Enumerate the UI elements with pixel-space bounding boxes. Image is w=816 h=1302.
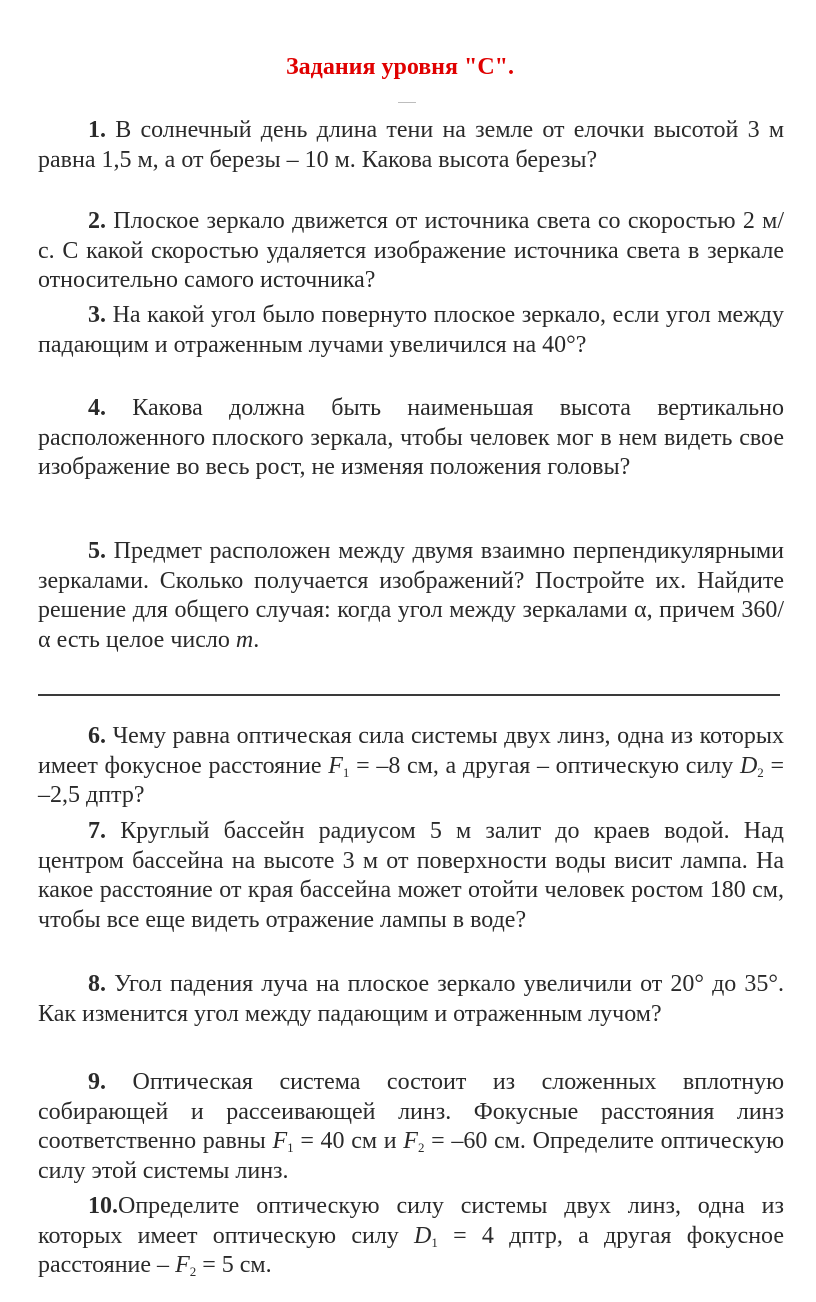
problem-5 (38, 537, 784, 655)
problem-text: Определите оптическую силу системы двух линз, одна из которых имеет оптическую силу (38, 1193, 784, 1249)
problem-4 (38, 394, 784, 483)
variable-f: F (403, 1128, 418, 1154)
problem-text: Круглый бассейн радиусом 5 м залит до краев водой. Над центром бассейна на высоте 3 м от поверхности воды висит лампа. На какое расстояние от края бассейна может отойти человек ростом 180 см, чтобы все еще видеть отражение лампы в воде? (38, 818, 785, 933)
problem-text: = 5 см. (196, 1252, 272, 1278)
problem-6 (38, 722, 784, 811)
section-divider (38, 694, 780, 696)
problem-number: 2. (88, 208, 106, 234)
problem-text: На какой угол было повернуто плоское зеркало, если угол между падающим и отраженным лучами увеличился на 40°? (38, 302, 784, 358)
problem-number: 6. (88, 723, 106, 749)
problem-number: 1. (88, 117, 106, 143)
problem-text: В солнечный день длина тени на земле от елочки высотой 3 м равна 1,5 м, а от березы – 10 м. Какова высота березы? (38, 117, 785, 173)
problem-text: Оптическая система состоит из сложенных вплотную собирающей и рассеивающей линз. Фокусные расстояния линз соответственно равны (38, 1069, 784, 1154)
variable-f: F (272, 1128, 288, 1154)
problem-text: = 40 см и (293, 1128, 404, 1154)
problem-8 (38, 970, 784, 1029)
variable-m: m (235, 626, 254, 653)
problem-10 (38, 1192, 784, 1281)
subscript: 1 (287, 1140, 294, 1155)
problem-number: 7. (88, 818, 106, 844)
problem-number: 9. (88, 1069, 106, 1095)
subscript: 2 (189, 1264, 197, 1279)
problem-7 (38, 817, 784, 935)
variable-d: D (414, 1222, 432, 1249)
problem-3 (38, 301, 784, 360)
problem-text: Плоское зеркало движется от источника света со скоростью 2 м/с. С какой скоростью удаляется изображение источника света в зеркале относительно самого источника? (38, 208, 785, 293)
problem-number: 4. (88, 395, 106, 421)
problem-text: = 4 дптр, а другая фокусное расстояние – (38, 1222, 784, 1278)
variable-f: F (328, 752, 343, 779)
decorative-dash (398, 102, 416, 103)
problem-text: Чему равна оптическая сила системы двух линз, одна из которых имеет фокусное расстояние (38, 723, 784, 779)
problem-text: Угол падения луча на плоское зеркало увеличили от 20° до 35°. Как изменится угол между падающим и отраженным лучом? (38, 971, 785, 1027)
problem-number: 3. (88, 302, 106, 328)
variable-f: F (175, 1252, 190, 1278)
problem-text-end: . (253, 626, 260, 653)
problem-1 (38, 116, 784, 175)
problem-text: = –60 см. Определите оптическую силу этой системы линз. (38, 1128, 784, 1184)
problem-9 (38, 1068, 784, 1186)
subscript: 1 (431, 1234, 438, 1250)
subscript: 2 (417, 1140, 425, 1155)
problem-number: 5. (88, 538, 106, 564)
problem-text: Предмет расположен между двумя взаимно перпендикулярными зеркалами. Сколько получается изображений? Постройте их. Найдите решение для общего случая: когда угол между зеркалами α, причем 360/α есть целое число (38, 538, 784, 653)
page-title: Задания уровня "С". (286, 54, 514, 80)
subscript: 2 (757, 764, 764, 780)
problem-number: 10. (88, 1193, 118, 1219)
problem-text: = –8 см, а другая – оптическую силу (349, 752, 740, 779)
problem-number: 8. (88, 971, 106, 997)
problem-2 (38, 207, 784, 296)
variable-d: D (739, 752, 758, 779)
subscript: 1 (342, 764, 350, 780)
problem-text: = –2,5 дптр? (38, 752, 785, 808)
problem-text: Какова должна быть наименьшая высота вертикально расположенного плоского зеркала, чтобы человек мог в нем видеть свое изображение во весь рост, не изменяя положения головы? (38, 395, 784, 480)
